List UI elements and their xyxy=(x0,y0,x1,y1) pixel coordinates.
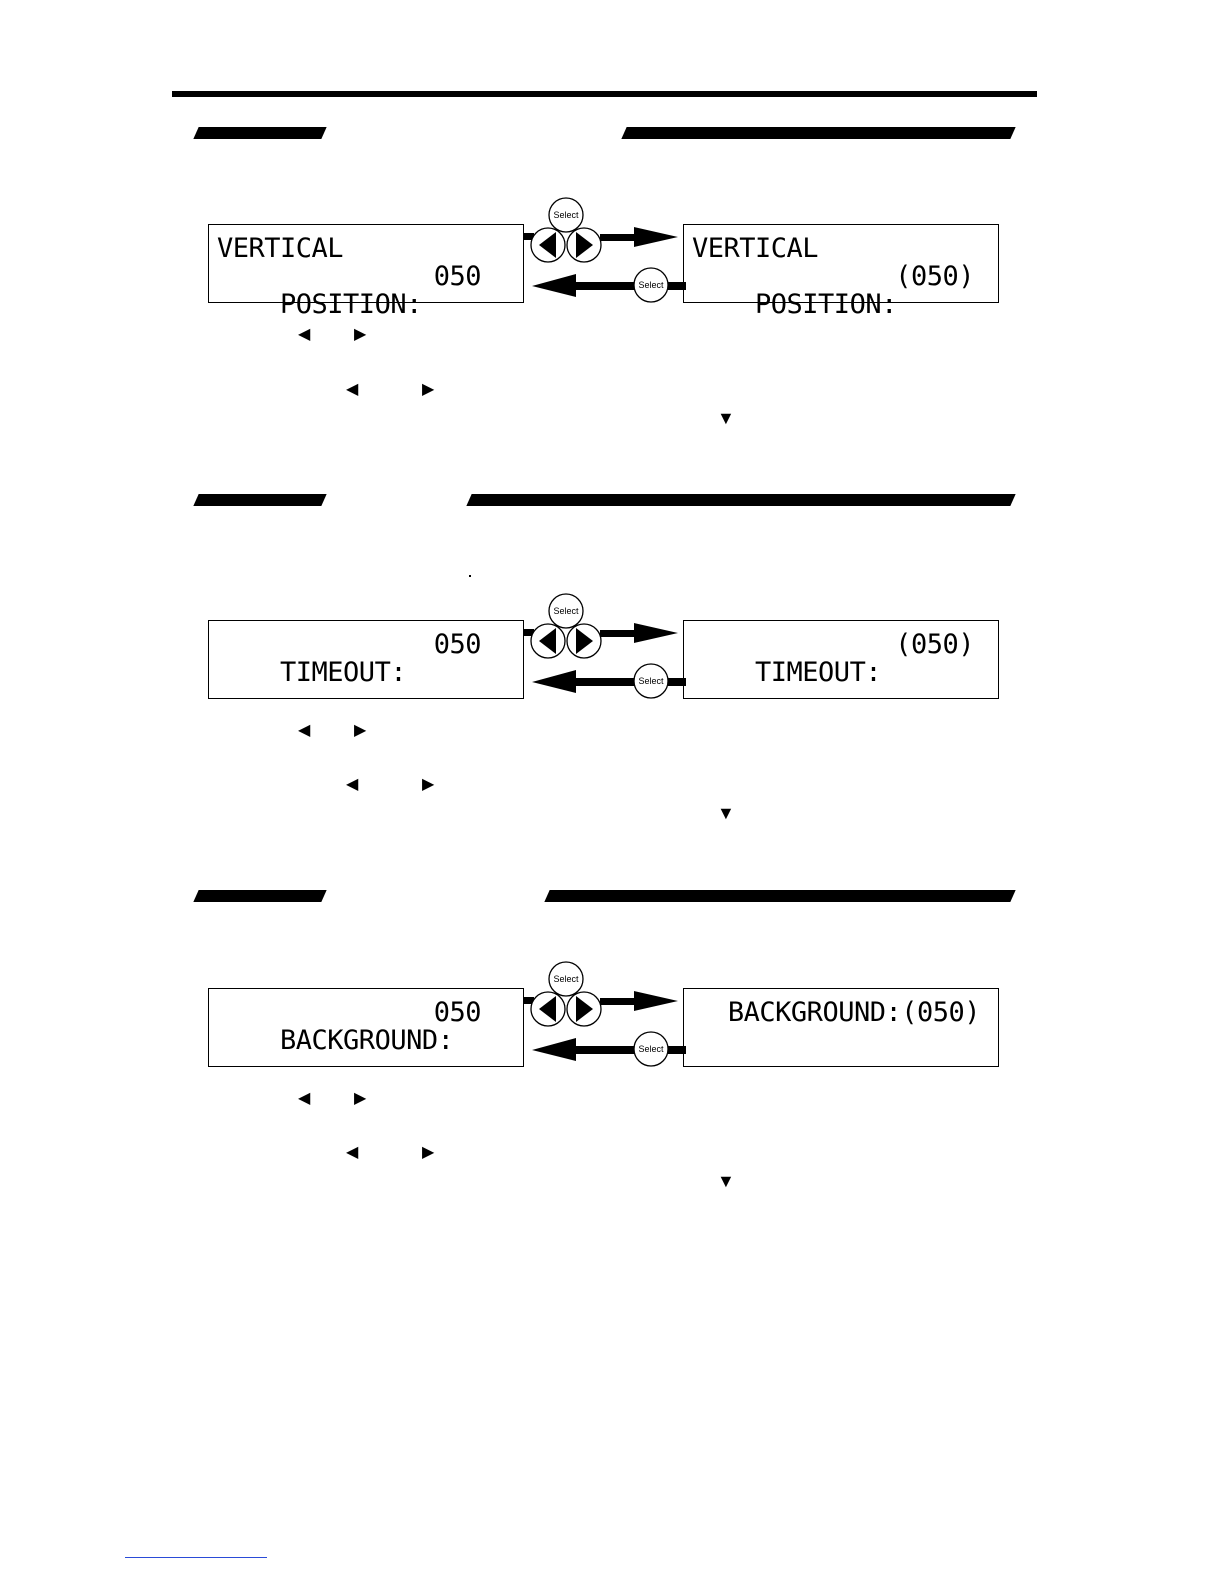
lcd-value: 050 xyxy=(433,629,481,660)
down-arrow-icon: ▼ xyxy=(717,1171,735,1191)
navigation-flow-diagram xyxy=(524,592,686,704)
left-arrow-icon: ◀ xyxy=(346,1144,359,1161)
left-arrow-icon: ◀ xyxy=(298,722,311,739)
lcd-line-1 xyxy=(692,629,992,688)
lcd-label: BACKGROUND: xyxy=(280,1025,454,1056)
lcd-value: 050 xyxy=(433,261,481,292)
lcd-current xyxy=(208,224,524,320)
left-arrow-icon: ◀ xyxy=(346,776,359,793)
stray-dot xyxy=(469,575,471,577)
connector-stub xyxy=(668,282,686,290)
select-button-label: Select xyxy=(553,974,579,984)
connector-stub xyxy=(668,1046,686,1054)
right-flow-arrow xyxy=(600,991,678,1011)
lcd-label: POSITION: xyxy=(755,289,897,320)
lcd-label: POSITION: xyxy=(280,289,422,320)
section-title-bar-right xyxy=(466,494,1015,506)
top-rule xyxy=(172,91,1037,97)
down-arrow-icon: ▼ xyxy=(717,408,735,428)
right-flow-arrow xyxy=(600,623,678,643)
lcd-line-1: VERTICAL xyxy=(692,233,819,264)
lcd-current xyxy=(208,620,524,699)
lcd-editing xyxy=(683,620,999,699)
connector-stub xyxy=(668,678,686,686)
lcd-line-2 xyxy=(692,261,992,320)
lcd-value: 050 xyxy=(433,997,481,1028)
navigation-flow-diagram xyxy=(524,196,686,308)
right-arrow-icon: ▶ xyxy=(422,381,435,398)
select-button-label: Select xyxy=(553,606,579,616)
lcd-line-1 xyxy=(217,997,517,1056)
navigation-flow-diagram xyxy=(524,960,686,1072)
left-arrow-icon: ◀ xyxy=(298,1090,311,1107)
down-arrow-icon: ▼ xyxy=(717,803,735,823)
left-flow-arrow xyxy=(532,274,636,297)
select-button-label: Select xyxy=(638,676,664,686)
section-title-bar-right xyxy=(544,890,1015,902)
select-button-label: Select xyxy=(638,1044,664,1054)
lcd-line-2 xyxy=(217,261,517,320)
lcd-label: TIMEOUT: xyxy=(755,657,882,688)
right-flow-arrow xyxy=(600,227,678,247)
left-flow-arrow xyxy=(532,670,636,693)
lcd-line-1 xyxy=(217,629,517,688)
footnote-link-underline[interactable] xyxy=(125,1557,267,1558)
flow-svg xyxy=(524,196,686,308)
select-button-label: Select xyxy=(638,280,664,290)
right-arrow-icon: ▶ xyxy=(354,722,367,739)
lcd-editing xyxy=(683,224,999,320)
lcd-line-1: VERTICAL xyxy=(217,233,344,264)
section-title-bar-left xyxy=(193,494,326,506)
section-title-bar-right xyxy=(621,127,1015,139)
flow-svg xyxy=(524,592,686,704)
right-arrow-icon: ▶ xyxy=(422,1144,435,1161)
section-title-bar-left xyxy=(193,890,326,902)
lcd-value: (050) xyxy=(895,261,974,292)
lcd-value: (050) xyxy=(895,629,974,660)
lcd-label: TIMEOUT: xyxy=(280,657,407,688)
right-arrow-icon: ▶ xyxy=(354,326,367,343)
section-title-bar-left xyxy=(193,127,326,139)
left-arrow-icon: ◀ xyxy=(298,326,311,343)
flow-svg xyxy=(524,960,686,1072)
left-arrow-icon: ◀ xyxy=(346,381,359,398)
lcd-line-1: BACKGROUND:(050) xyxy=(727,997,980,1028)
right-arrow-icon: ▶ xyxy=(354,1090,367,1107)
select-button-label: Select xyxy=(553,210,579,220)
lcd-editing xyxy=(683,988,999,1067)
lcd-current xyxy=(208,988,524,1067)
right-arrow-icon: ▶ xyxy=(422,776,435,793)
left-flow-arrow xyxy=(532,1038,636,1061)
